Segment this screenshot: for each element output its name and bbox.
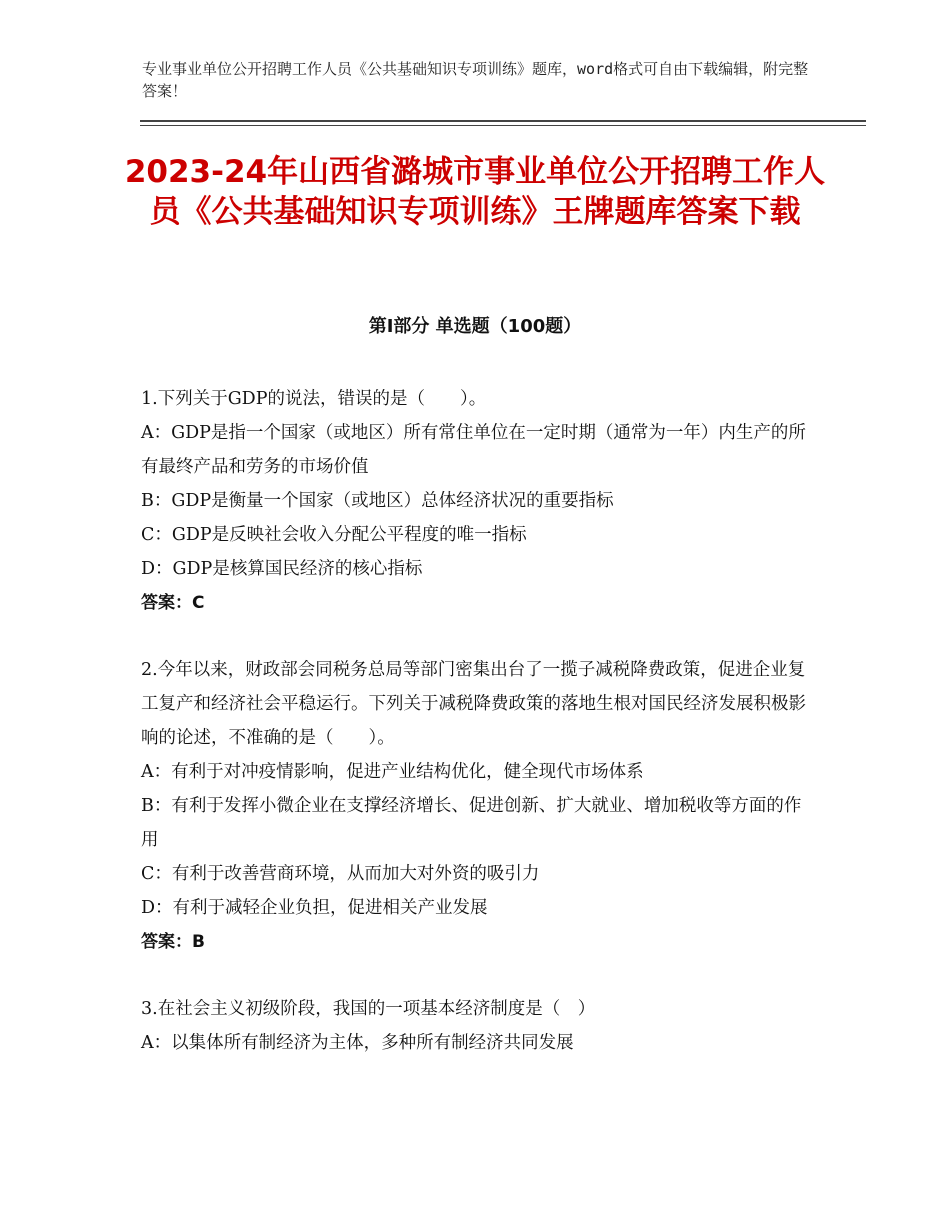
option-a: A：GDP是指一个国家（或地区）所有常住单位在一定时期（通常为一年）内生产的所有最终产品和劳务的市场价值 — [141, 423, 806, 477]
answer: 答案：B — [141, 932, 205, 952]
question-1 — [141, 382, 809, 620]
option-d: D：GDP是核算国民经济的核心指标 — [141, 559, 423, 579]
question-2 — [141, 653, 809, 959]
question-list — [141, 382, 809, 1093]
header-divider-thin — [140, 125, 866, 126]
header-note: 专业事业单位公开招聘工作人员《公共基础知识专项训练》题库，word格式可自由下载编辑，附完整答案！ — [142, 60, 809, 100]
header-divider — [140, 120, 866, 122]
question-stem: 1.下列关于GDP的说法，错误的是（ ）。 — [141, 389, 487, 409]
option-d: D：有利于减轻企业负担，促进相关产业发展 — [141, 898, 488, 918]
option-b: B：GDP是衡量一个国家（或地区）总体经济状况的重要指标 — [141, 491, 614, 511]
option-a: A：有利于对冲疫情影响，促进产业结构优化，健全现代市场体系 — [141, 762, 644, 782]
option-c: C：有利于改善营商环境，从而加大对外资的吸引力 — [141, 864, 540, 884]
document-title: 2023-24年山西省潞城市事业单位公开招聘工作人员《公共基础知识专项训练》王牌题库答案下载 — [124, 154, 826, 230]
option-b: B：有利于发挥小微企业在支撑经济增长、促进创新、扩大就业、增加税收等方面的作用 — [141, 796, 802, 850]
option-c: C：GDP是反映社会收入分配公平程度的唯一指标 — [141, 525, 527, 545]
question-3 — [141, 992, 809, 1060]
question-stem: 2.今年以来，财政部会同税务总局等部门密集出台了一揽子减税降费政策，促进企业复工复产和经济社会平稳运行。下列关于减税降费政策的落地生根对国民经济发展积极影响的论述，不准确的是（ ）。 — [141, 660, 806, 748]
answer: 答案：C — [141, 593, 205, 613]
question-stem: 3.在社会主义初级阶段，我国的一项基本经济制度是（ ） — [141, 999, 596, 1019]
section-title: 第Ⅰ部分 单选题（100题） — [368, 316, 582, 337]
option-a: A：以集体所有制经济为主体，多种所有制经济共同发展 — [141, 1033, 574, 1053]
